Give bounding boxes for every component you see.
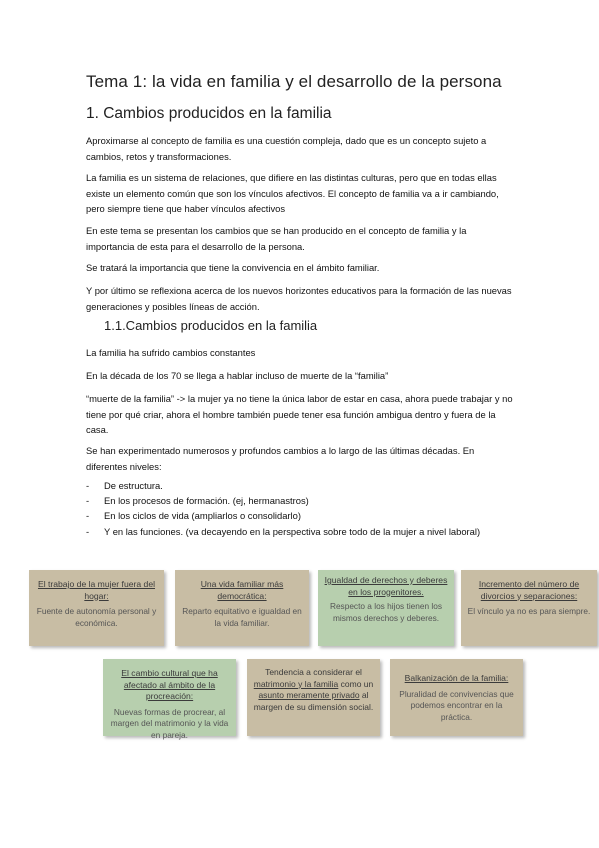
bullet-dash: - [86, 495, 90, 507]
paragraph: En este tema se presentan los cambios que se han producido en el concepto de familia y la importancia de esta para el desarrollo de la persona. [86, 225, 467, 252]
paragraph: Y por último se reflexiona acerca de los nuevos horizontes educativos para la formación de las nuevas generaciones y posibles líneas de acción. [86, 285, 512, 312]
list-item-text: En los procesos de formación. (ej, hermanastros) [104, 495, 309, 507]
list-item [86, 508, 526, 523]
box-title: El trabajo de la mujer fuera del hogar: [37, 579, 156, 601]
list-item-text: De estructura. [104, 480, 163, 491]
box-title: Incremento del número de divorcios y separaciones: [478, 579, 580, 601]
bullet-dash: - [86, 510, 90, 522]
list-item [86, 524, 526, 539]
list-item [86, 478, 526, 493]
box-description: Pluralidad de convivencias que podemos encontrar en la práctica. [399, 688, 514, 722]
list-item-text: Y en las funciones. (va decayendo en la perspectiva sobre todo de la mujer a nivel laboral) [104, 525, 481, 537]
box-description: El vínculo ya no es para siempre. [467, 606, 591, 617]
box-title: Igualdad de derechos y deberes en los progenitores. [324, 575, 448, 597]
section-heading: 1. Cambios producidos en la familia [86, 105, 332, 122]
box-text: Tendencia a considerar el matrimonio y la familia como un asunto meramente privado al margen de su dimensión social. [253, 667, 374, 712]
list-item [86, 493, 526, 508]
diagram-box-equal-rights [318, 570, 454, 646]
list-item-text: En los ciclos de vida (ampliarlos o consolidarlo) [104, 510, 301, 522]
document-title: Tema 1: la vida en familia y el desarrollo de la persona [86, 72, 502, 91]
paragraph: “muerte de la familia” -> la mujer ya no tiene la única labor de estar en casa, ahora puede trabajar y no tiene por qué criar, ahora el hombre también puede tener esa función ambigua dentro y fuera de la casa. [86, 393, 513, 435]
box-description: Fuente de autonomía personal y económica. [36, 606, 157, 628]
diagram-box-private-matter [247, 659, 380, 736]
box-title: Una vida familiar más democrática: [200, 579, 284, 601]
bullet-dash: - [86, 480, 90, 491]
paragraph: En la década de los 70 se llega a hablar incluso de muerte de la “familia” [86, 370, 389, 381]
diagram-box-procreation [103, 659, 236, 740]
box-title: El cambio cultural que ha afectado al ámbito de la procreación: [121, 668, 218, 702]
box-description: Respecto a los hijos tienen los mismos derechos y deberes. [329, 601, 443, 623]
diagram-box-women-work [29, 570, 164, 646]
paragraph: La familia ha sufrido cambios constantes [86, 347, 256, 358]
paragraph: Aproximarse al concepto de familia es una cuestión compleja, dado que es un concepto sujeto a cambios, retos y transformaciones. [86, 135, 487, 162]
diagram-box-democratic-family [175, 570, 309, 646]
paragraph: Se han experimentado numerosos y profundos cambios a lo largo de las últimas décadas. En diferentes niveles: [86, 445, 475, 472]
box-title: Balkanización de la familia: [404, 673, 509, 683]
paragraph: La familia es un sistema de relaciones, que difiere en las distintas culturas, pero que en todas ellas existe un elemento común que son los vínculos afectivos. El concepto de familia va a ir cambiando, pero siempre tiene que haber vínculos afectivos [86, 172, 499, 214]
diagram-box-divorces [461, 570, 597, 646]
subsection-heading: 1.1.Cambios producidos en la familia [104, 318, 318, 333]
diagram-box-balkanization [390, 659, 523, 736]
bullet-list [86, 478, 526, 539]
box-description: Nuevas formas de procrear, al margen del matrimonio y la vida en pareja. [110, 706, 229, 740]
paragraph: Se tratará la importancia que tiene la convivencia en el ámbito familiar. [86, 262, 380, 273]
bullet-dash: - [86, 525, 90, 537]
box-description: Reparto equitativo e igualdad en la vida familiar. [182, 606, 302, 628]
